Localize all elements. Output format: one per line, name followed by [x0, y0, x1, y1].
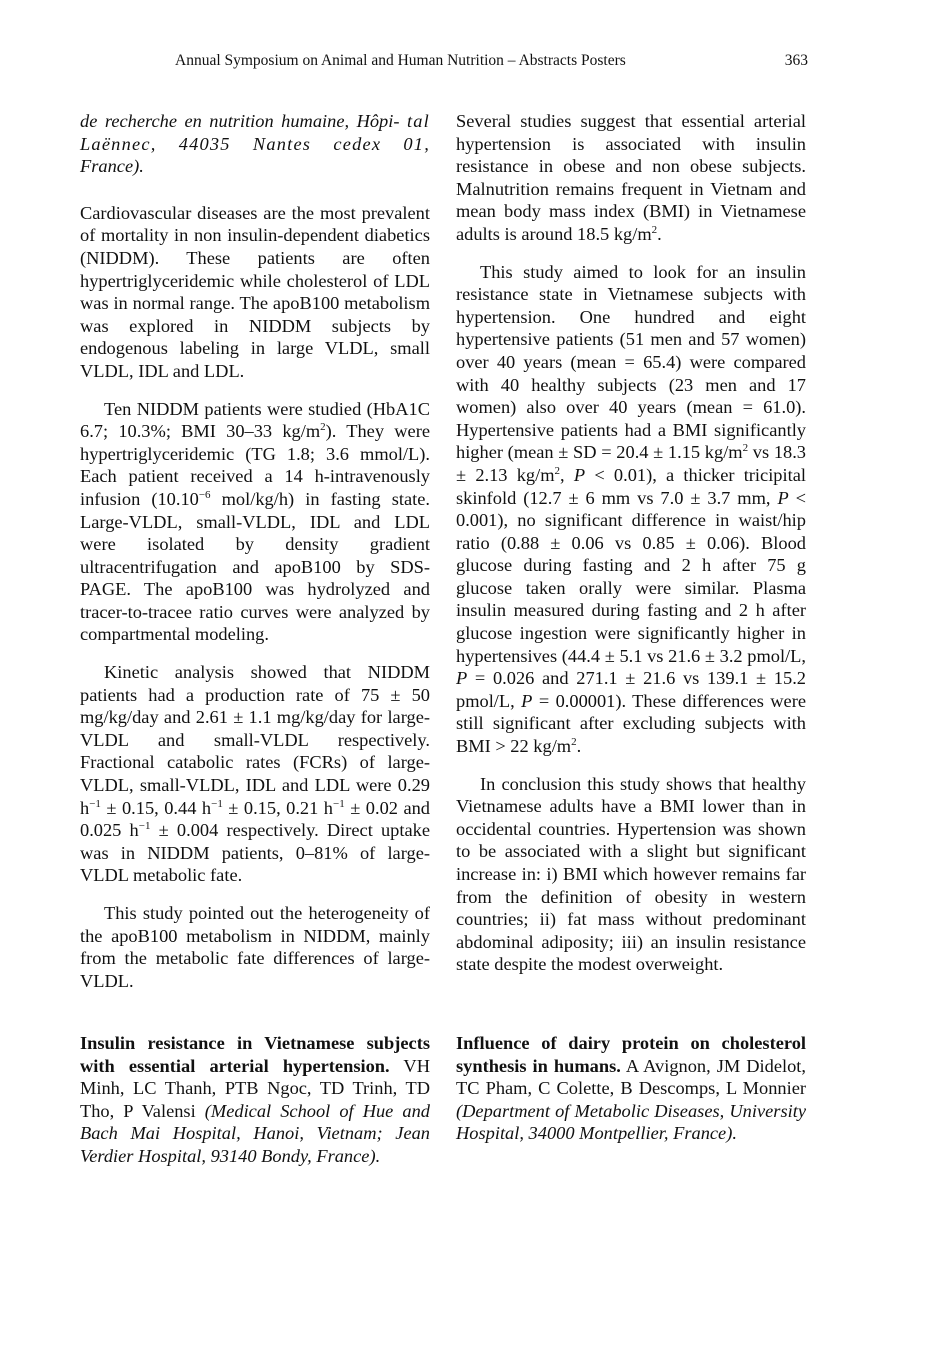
paragraph: Cardiovascular diseases are the most prevalent of mortality in non insulin-dependent diabetics (NIDDM). These patients are often hypertriglyceridemic while cholesterol of LDL was in normal range. The apoB100 metabolism was explored in NIDDM subjects by endogenous labeling in large VLDL, small VLDL, IDL and LDL.	[80, 202, 430, 381]
text-run: = 0.026 and 271.1 ± 21.6 vs 139.1 ± 15.2 pmol/L,	[456, 668, 806, 711]
text-run: < 0.01), a thicker tricipital skinfold (12.7 ± 6 mm vs 7.0 ± 3.7 mm,	[456, 464, 806, 508]
page-number: 363	[784, 52, 808, 69]
affiliation-line: tal Laënnec, 44035 Nantes cedex 01,	[80, 111, 430, 154]
abstract-heading-insulin-resistance	[80, 1032, 430, 1168]
abstract-title: Influence of dairy protein on cholesterol synthesis in humans.	[456, 1033, 806, 1076]
abstract-authors: A Avignon, JM Didelot, TC Pham, C Colette, B Descomps, L Monnier	[456, 1055, 806, 1099]
text-run: ). They were hypertriglyceridemic (TG 1.8; 3.6 mmol/L). Each patient received a 14 h-intravenously infusion (10.10	[80, 421, 430, 509]
italic-p: P	[777, 487, 789, 508]
text-run: ± 0.15, 0.21 h	[222, 797, 334, 818]
abstract-heading-dairy-protein	[456, 1032, 806, 1145]
text-run: ± 0.02 and 0.025 h	[80, 797, 431, 841]
affiliation-line: de recherche en nutrition humaine, Hôpi-	[80, 111, 400, 131]
text-run: This study aimed to look for an insulin resistance state in Vietnamese subjects with hypertension. One hundred and eight hypertensive patients (51 men and 57 women) over 40 years (mean = 65.4) were compared with 40 healthy subjects (23 men and 17 women) also over 40 years (mean = 61.0). Hypertensive patients had a BMI significantly higher (mean ± SD = 20.4 ± 1.15 kg/m	[456, 261, 806, 463]
abstract-title: Insulin resistance in Vietnamese subjects with essential arterial hypertension.	[80, 1033, 430, 1076]
right-column	[456, 110, 806, 991]
text-run: .	[657, 223, 662, 244]
italic-p: P	[573, 464, 586, 485]
superscript: 2	[651, 223, 658, 236]
italic-p: P	[521, 690, 533, 711]
superscript: −1	[138, 820, 151, 833]
superscript: −1	[333, 797, 345, 810]
superscript: 2	[742, 442, 749, 455]
text-run: Several studies suggest that essential arterial hypertension is associated with insulin resistance in obese and non obese subjects. Malnutrition remains frequent in Vietnam and mean body mass index (BMI) in Vietnamese adults is around 18.5 kg/m	[456, 111, 806, 244]
superscript: −1	[89, 797, 101, 810]
abstract-authors: VH Minh, LC Thanh, PTB Ngoc, TD Trinh, TD Tho, P Valensi	[80, 1055, 430, 1121]
text-run: ± 0.15, 0.44 h	[100, 797, 212, 818]
superscript: −6	[198, 488, 211, 501]
text-run: ± 0.004 respectively. Direct uptake was in NIDDM patients, 0–81% of large-VLDL metabolic fate.	[80, 820, 431, 886]
paragraph	[80, 661, 430, 887]
abstract-affiliation: (Medical School of Hue and Bach Mai Hospital, Hanoi, Vietnam; Jean Verdier Hospital, 93140 Bondy, France).	[80, 1100, 430, 1166]
text-run: .	[576, 736, 582, 757]
superscript: 2	[320, 421, 326, 434]
text-run: Ten NIDDM patients were studied (HbA1C 6.7; 10.3%; BMI 30–33 kg/m	[80, 398, 430, 442]
affiliation-line: France).	[80, 156, 144, 177]
superscript: −1	[211, 797, 223, 810]
paragraph	[80, 398, 430, 647]
text-run: = 0.00001). These differences were still significant after excluding subjects with BMI > 22 kg/m	[456, 690, 807, 757]
running-title: Annual Symposium on Animal and Human Nutrition – Abstracts Posters	[175, 52, 626, 69]
superscript: 2	[571, 736, 577, 749]
paragraph: In conclusion this study shows that healthy Vietnamese adults have a BMI lower than in occidental countries. Hypertension was shown to be associated with a slight but significant increase in: i) BMI which however remains far from the definition of obesity in western countries; ii) fat mass without predominant abdominal adiposity; iii) an insulin resistance state despite the modest overweight.	[456, 773, 806, 975]
superscript: 2	[554, 464, 561, 477]
text-run: mol/kg/h) in fasting state. Large-VLDL, small-VLDL, IDL and LDL were isolated by density gradient ultracentrifugation and apoB100 by SDS-PAGE. The apoB100 was hydrolyzed and tracer-to-tracee ratio curves were analyzed by compartmental modeling.	[80, 488, 430, 645]
text-run: ,	[560, 464, 574, 485]
abstract-affiliation: (Department of Metabolic Diseases, University Hospital, 34000 Montpellier, France).	[456, 1100, 806, 1144]
text-run: < 0.001), no significant difference in waist/hip ratio (0.88 ± 0.06 vs 0.85 ± 0.06). Blood glucose during fasting and 2 h after 75 g glucose taken orally were similar. Plasma insulin measured during fasting and 2 h after glucose ingestion were significantly higher in hypertensives (44.4 ± 5.1 vs 21.6 ± 3.2 pmol/L,	[456, 487, 806, 666]
running-header	[80, 52, 808, 74]
paragraph: This study pointed out the heterogeneity of the apoB100 metabolism in NIDDM, mainly from the metabolic fate differences of large-VLDL.	[80, 903, 430, 991]
text-run: Kinetic analysis showed that NIDDM patients had a production rate of 75 ± 50 mg/kg/day and 2.61 ± 1.1 mg/kg/day for large-VLDL and small-VLDL respectively. Fractional catabolic rates (FCRs) of large-VLDL, small-VLDL, IDL and LDL were 0.29 h	[80, 662, 430, 818]
italic-p: P	[456, 668, 468, 689]
text-run: vs 18.3 ± 2.13 kg/m	[456, 442, 807, 485]
paragraph	[456, 261, 806, 758]
paragraph	[456, 110, 806, 246]
left-column	[80, 110, 430, 1007]
affiliation-continuation	[80, 110, 430, 178]
